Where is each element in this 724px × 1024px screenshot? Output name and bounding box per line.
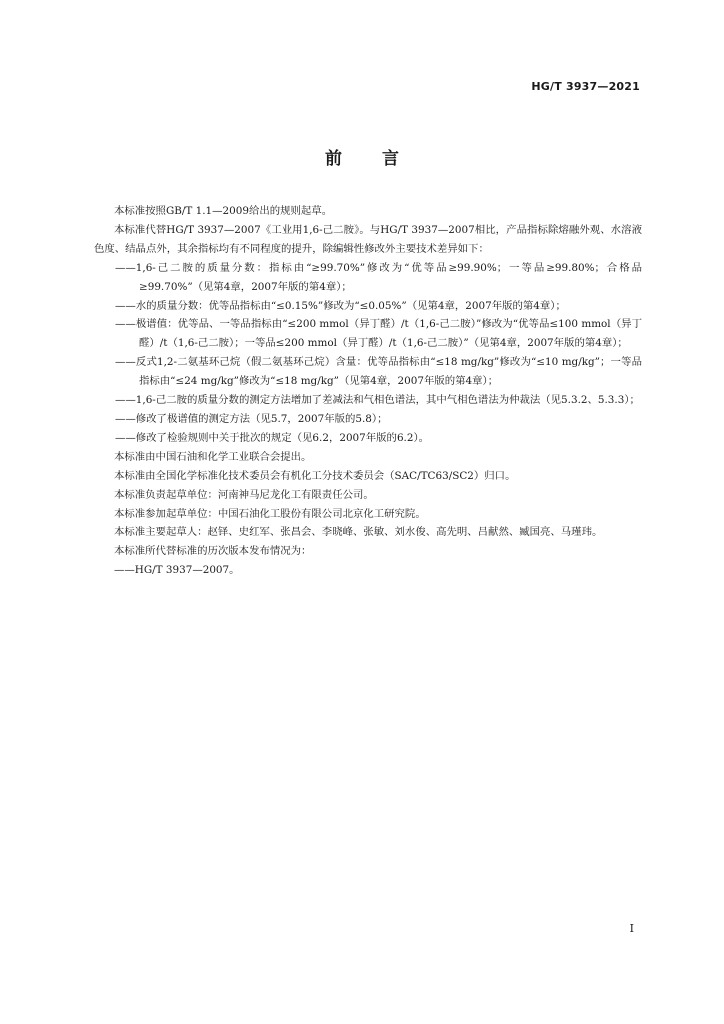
list-item: ——反式1,2-二氨基环己烷（假二氨基环己烷）含量：优等品指标由“≤18 mg/kg”修改为“≤10 mg/kg”；一等品指标由“≤24 mg/kg”修改为“≤18 mg/kg”（见第4章，2007年版的第4章）； — [115, 356, 642, 388]
title-char-1: 前 — [325, 149, 342, 169]
list-item: ——极谱值：优等品、一等品指标由“≤200 mmol（异丁醛）/t（1,6-己二胺）”修改为“优等品≤100 mmol（异丁醛）/t（1,6-己二胺）；一等品≤200 mmol（异丁醛）/t（1,6-己二胺）”（见第4章，2007年版的第4章）； — [115, 318, 642, 350]
list-item: ——1,6-己二胺的质量分数的测定方法增加了差减法和气相色谱法，其中气相色谱法为仲裁法（见5.3.2、5.3.3）； — [115, 394, 640, 407]
list-item: ——修改了检验规则中关于批次的规定（见6.2，2007年版的6.2）。 — [115, 431, 430, 444]
paragraph-history: 本标准所代替标准的历次版本发布情况为： — [114, 545, 312, 558]
list-item: ——水的质量分数：优等品指标由“≤0.15%”修改为“≤0.05%”（见第4章，2007年版的第4章）； — [115, 299, 566, 312]
paragraph-committee: 本标准由全国化学标准化技术委员会有机化工分技术委员会（SAC/TC63/SC2）归口。 — [114, 469, 516, 482]
foreword-body — [94, 202, 642, 580]
paragraph-drafters: 本标准主要起草人：赵铎、史红军、张昌会、李晓峰、张敏、刘水俊、高先明、吕献然、臧国亮、马瑾玮。 — [114, 526, 603, 539]
paragraph-lead-drafter: 本标准负责起草单位：河南神马尼龙化工有限责任公司。 — [114, 488, 374, 501]
page-title — [0, 144, 724, 169]
paragraph-participating-drafter: 本标准参加起草单位：中国石油化工股份有限公司北京化工研究院。 — [114, 507, 426, 520]
page-number: I — [629, 922, 634, 935]
list-item: ——1,6-己二胺的质量分数：指标由“≥99.70%”修改为“优等品≥99.90%；一等品≥99.80%；合格品≥99.70%”（见第4章，2007年版的第4章）； — [115, 261, 642, 293]
paragraph-drafting-rules: 本标准按照GB/T 1.1—2009给出的规则起草。 — [114, 205, 333, 217]
history-item: ——HG/T 3937—2007。 — [114, 564, 240, 577]
list-item: ——修改了极谱值的测定方法（见5.7，2007年版的5.8）； — [115, 412, 388, 425]
standard-code: HG/T 3937—2021 — [531, 80, 640, 93]
paragraph-proposer: 本标准由中国石油和化学工业联合会提出。 — [114, 450, 312, 463]
title-char-2: 言 — [382, 149, 399, 169]
paragraph-replacement: 本标准代替HG/T 3937—2007《工业用1,6-己二胺》。与HG/T 3937—2007相比，产品指标除熔融外观、水溶液色度、结晶点外，其余指标均有不同程度的提升，除编辑性修改外主要技术差异如下： — [94, 223, 642, 255]
